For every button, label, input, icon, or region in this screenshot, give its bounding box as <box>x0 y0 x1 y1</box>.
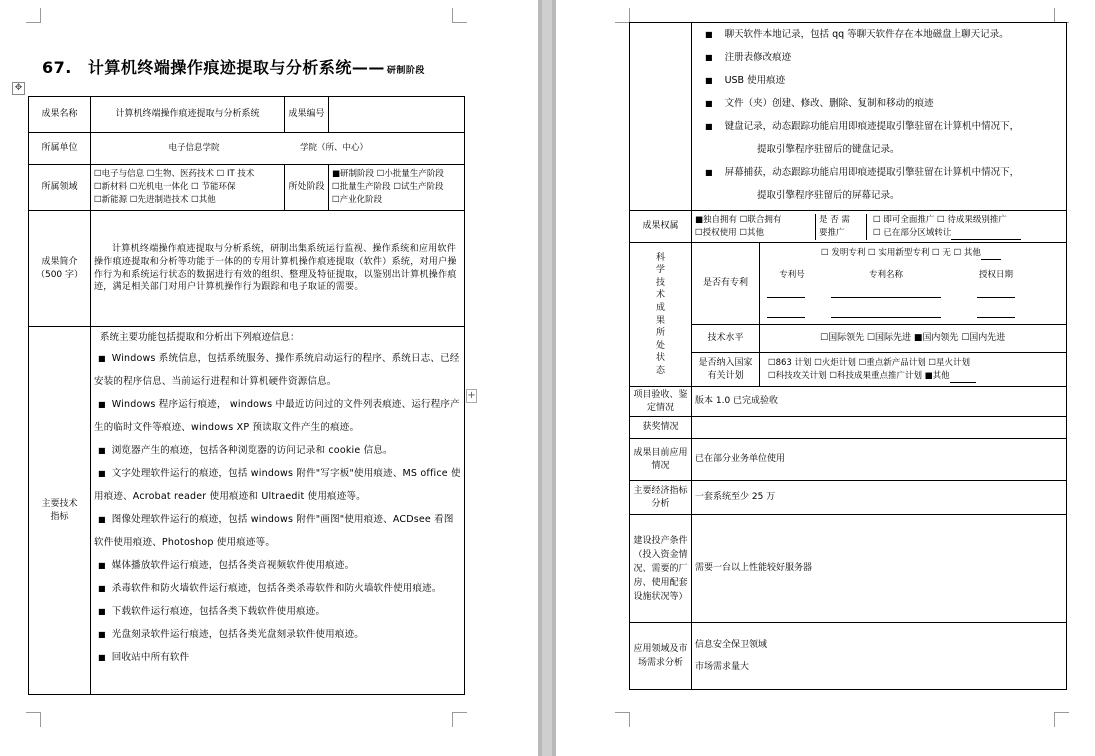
field-label: 所属领域 <box>29 165 91 211</box>
patent-options[interactable]: ☐ 发明专利 ☐ 实用新型专利 ☐ 无 ☐ 其他 <box>763 247 1063 260</box>
result-table-right <box>629 22 1067 690</box>
bullet-square-icon: ■ <box>98 653 106 662</box>
unit-value-cell <box>91 133 465 165</box>
promote-label-2: 要推广 <box>819 227 845 238</box>
award-value <box>692 417 1067 439</box>
patent-col-date: 授权日期 <box>978 270 1013 280</box>
apply-value: 已在部分业务单位使用 <box>692 439 1067 481</box>
feature-item: ■ 聊天软件本地记录，包括 qq 等聊天软件存在本地磁盘上聊天记录。 <box>705 29 1009 40</box>
feature-item: ■ 屏幕捕获，动态跟踪功能启用即痕迹提取引擎驻留在计算机中情况下， 提取引擎程序驻留后的屏幕记录。 <box>705 167 1020 201</box>
result-code-label: 成果编号 <box>285 97 329 133</box>
feature-item: ■ 浏览器产生的痕迹，包括各种浏览器的访问记录和 cookie 信息。 <box>98 445 393 456</box>
title-text: 计算机终端操作痕迹提取与分析系统—— <box>87 58 385 77</box>
bullet-square-icon: ■ <box>98 607 106 616</box>
plan-option-row[interactable]: ☐科技攻关计划 ☐科技成果重点推广计划 ■其他 <box>768 370 1063 383</box>
feature-item: ■ Windows 系统信息，包括系统服务、操作系统启动运行的程序、系统日志、已经安装的程序信息、当前运行进程和计算机硬件资源信息。 <box>94 353 460 387</box>
features-label-cell <box>29 327 91 695</box>
unit-label: 所属单位 <box>29 133 91 165</box>
features-cont-cell <box>692 23 1067 211</box>
econ-label: 主要经济指标分析 <box>630 481 692 515</box>
margin-mark-bottom-left <box>26 712 41 727</box>
document-title <box>42 55 425 78</box>
promote-option-row[interactable]: ☐ 已在部分区域转让 <box>873 227 1021 240</box>
patent-blank-row[interactable] <box>763 310 1063 323</box>
promote-label: 是 否 需 <box>819 214 850 225</box>
features-cell <box>91 327 465 695</box>
feature-item: ■ 媒体播放软件运行痕迹，包括各类音视频软件使用痕迹。 <box>98 560 355 571</box>
feature-item: ■ 杀毒软件和防火墙软件运行痕迹，包括各类杀毒软件和防火墙软件使用痕迹。 <box>98 583 442 594</box>
accept-value: 版本 1.0 已完成验收 <box>692 387 1067 417</box>
margin-mark-top-right <box>1054 8 1069 23</box>
stage-option-row[interactable]: ☐产业化阶段 <box>332 195 383 205</box>
bullet-square-icon: ■ <box>98 630 106 639</box>
bullet-square-icon: ■ <box>705 122 713 131</box>
result-table-left <box>28 96 465 695</box>
margin-mark-bottom-right <box>452 712 467 727</box>
bullet-square-icon: ■ <box>705 168 713 177</box>
feature-item: ■ 注册表修改痕迹 <box>705 52 792 63</box>
field-options <box>91 165 285 211</box>
feature-item: ■ USB 使用痕迹 <box>705 75 786 86</box>
features-label-2: 指标 <box>50 511 69 522</box>
feature-item: ■ 光盘刻录软件运行痕迹，包括各类光盘刻录软件使用痕迹。 <box>98 629 364 640</box>
margin-mark-bottom-left <box>615 712 630 727</box>
bullet-square-icon: ■ <box>705 30 713 39</box>
plan-cell <box>760 353 1067 387</box>
stage-option-row[interactable]: ☐批量生产阶段 ☐试生产阶段 <box>332 182 444 192</box>
margin-mark-top-right <box>452 8 467 23</box>
ownership-label: 成果权属 <box>630 211 692 243</box>
margin-mark-top-left <box>615 8 630 23</box>
features-cont-label-cell <box>630 23 692 211</box>
margin-mark-top-left <box>26 8 41 23</box>
ownership-option-row[interactable]: ☐授权使用 ☐其他 <box>695 227 764 238</box>
feature-item: ■ 图像处理软件运行的痕迹，包括 windows 附件"画图"使用痕迹、ACDsee 看图软件使用痕迹、Photoshop 使用痕迹等。 <box>94 514 454 548</box>
feature-item: ■ 回收站中所有软件 <box>98 652 190 663</box>
bullet-square-icon: ■ <box>98 515 106 524</box>
tech-level-label: 技术水平 <box>692 325 760 353</box>
bullet-square-icon: ■ <box>705 99 713 108</box>
patent-col-name: 专利名称 <box>868 270 903 280</box>
build-value: 需要一台以上性能较好服务器 <box>692 515 1067 623</box>
feature-item: ■ 文字处理软件运行的痕迹，包括 windows 附件"写字板"使用痕迹、MS office 使用痕迹、Acrobat reader 使用痕迹和 Ultraedit 使用痕迹等。 <box>94 468 461 502</box>
patent-col-number: 专利号 <box>779 270 805 280</box>
patent-cell <box>760 243 1067 325</box>
stage-option-row[interactable]: ■研制阶段 ☐小批量生产阶段 <box>332 169 444 179</box>
feature-item: ■ 下载软件运行痕迹，包括各类下载软件使用痕迹。 <box>98 606 326 617</box>
table-move-handle-icon[interactable]: ✥ <box>12 82 25 95</box>
result-name-value: 计算机终端操作痕迹提取与分析系统 <box>91 97 285 133</box>
stage-label: 所处阶段 <box>285 165 329 211</box>
patent-label: 是否有专利 <box>692 243 760 325</box>
promote-option-row[interactable]: ☐ 即可全面推广 ☐ 待成果级别推广 <box>873 214 1007 225</box>
margin-mark-bottom-right <box>1054 712 1069 727</box>
field-option-row[interactable]: ☐新能源 ☐先进制造技术 ☐其他 <box>94 195 216 205</box>
stage-options <box>329 165 465 211</box>
ownership-option-row[interactable]: ■独自拥有 ☐联合拥有 <box>695 214 782 225</box>
bullet-square-icon: ■ <box>98 354 106 363</box>
apply-label: 成果目前应用情况 <box>630 439 692 481</box>
bullet-square-icon: ■ <box>705 53 713 62</box>
market-value: 信息安全保卫领域 <box>695 640 768 651</box>
bullet-square-icon: ■ <box>98 561 106 570</box>
plan-option-row[interactable]: ☐863 计划 ☐火炬计划 ☐重点新产品计划 ☐星火计划 <box>768 357 971 368</box>
intro-text: 计算机终端操作痕迹提取与分析系统，研制出集系统运行监视、操作系统和应用软件操作痕迹提取和分析等功能于一体的的专用计算机操作痕迹提取（软件）系统，对用户操作行为和系统运行状态的数据进行有效的组织、整理及特征提取，以鉴别出计算机操作痕迹，满足相关部门对用户计算机操作行为跟踪和电子取证的需要。 <box>91 211 465 327</box>
feature-item: ■ 文件（夹）创建、修改、删除、复制和移动的痕迹 <box>705 98 934 109</box>
page-gap <box>538 0 556 756</box>
field-option-row[interactable]: ☐电子与信息 ☐生物、医药技术 ☐ IT 技术 <box>94 169 255 179</box>
market-value: 市场需求量大 <box>695 662 750 673</box>
ownership-cell <box>692 211 1067 243</box>
title-stage-tag: 研制阶段 <box>386 66 425 76</box>
intro-label-cell <box>29 211 91 327</box>
document-page-left <box>0 0 538 756</box>
tech-level-options[interactable]: ☐国际领先 ☐国际先进 ■国内领先 ☐国内先进 <box>760 325 1067 353</box>
feature-item: ■ 键盘记录，动态跟踪功能启用即痕迹提取引擎驻留在计算机中情况下， 提取引擎程序驻留后的键盘记录。 <box>705 121 1020 155</box>
result-name-label: 成果名称 <box>29 97 91 133</box>
plan-label-2: 有关计划 <box>707 370 744 381</box>
accept-label: 项目验收、鉴定情况 <box>630 387 692 417</box>
bullet-square-icon: ■ <box>98 584 106 593</box>
plan-label: 是否纳入国家 <box>698 357 753 368</box>
intro-sub-label: （500 字） <box>35 269 84 280</box>
bullet-square-icon: ■ <box>98 446 106 455</box>
patent-blank-row[interactable] <box>763 290 1063 303</box>
features-intro: 系统主要功能包括提取和分析出下列痕迹信息： <box>100 332 300 343</box>
add-column-handle-icon[interactable]: + <box>467 390 476 401</box>
bullet-square-icon: ■ <box>98 400 106 409</box>
market-cell <box>692 623 1067 690</box>
build-label: 建设投产条件（投入资金情况、需要的厂房、使用配套设施状况等） <box>630 515 692 623</box>
status-label: 科 学 技 术 成 果 所 处 状 态 <box>630 243 692 387</box>
patent-columns <box>763 270 1063 282</box>
econ-value: 一套系统至少 25 万 <box>692 481 1067 515</box>
features-label: 主要技术 <box>41 498 78 509</box>
bullet-square-icon: ■ <box>705 76 713 85</box>
unit-value: 电子信息学院 <box>168 143 220 154</box>
result-code-value <box>329 97 465 133</box>
feature-item: ■ Windows 程序运行痕迹， windows 中最近访问过的文件列表痕迹、运行程序产生的临时文件等痕迹、windows XP 预读取文件产生的痕迹。 <box>94 399 460 433</box>
plan-label-cell <box>692 353 760 387</box>
intro-label: 成果简介 <box>41 256 78 267</box>
title-number: 67. <box>42 58 72 77</box>
field-option-row[interactable]: ☐新材料 ☐光机电一体化 ☐ 节能环保 <box>94 182 236 192</box>
unit-college: 学院（所、中心） <box>300 143 369 154</box>
bullet-square-icon: ■ <box>98 469 106 478</box>
award-label: 获奖情况 <box>630 417 692 439</box>
market-label: 应用领域及市场需求分析 <box>630 623 692 690</box>
